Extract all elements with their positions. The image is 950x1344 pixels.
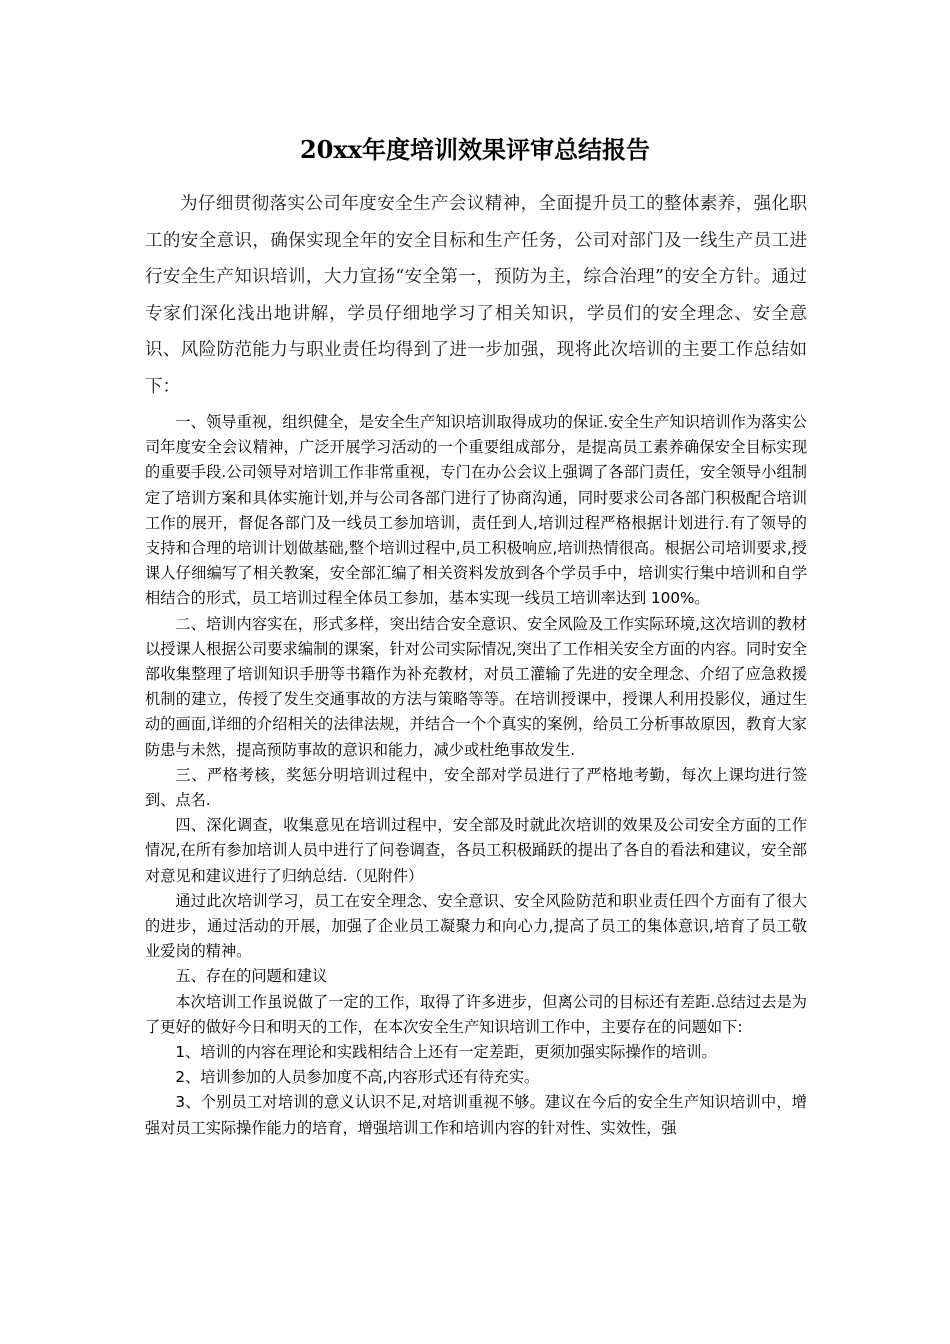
document-body bbox=[145, 410, 807, 1141]
body-paragraph-3: 三、严格考核，奖惩分明培训过程中，安全部对学员进行了严格地考勤，每次上课均进行签到、点名. bbox=[145, 765, 807, 810]
body-paragraph-2: 二、培训内容实在，形式多样，突出结合安全意识、安全风险及工作实际环境,这次培训的教材以授课人根据公司要求编制的课案，针对公司实际情况,突出了工作相关安全方面的内容。同时安全部收集整理了培训知识手册等书籍作为补充教材，对员工灌输了先进的安全理念、介绍了应急救援机制的建立，传授了发生交通事故的方法与策略等等。在培训授课中，授课人利用投影仪，通过生动的画面,详细的介绍相关的法律法规，并结合一个个真实的案例，给员工分析事故原因，教育大家防患与未然，提高预防事故的意识和能力，减少或杜绝事故发生. bbox=[145, 614, 807, 759]
document-title: 20xx年度培训效果评审总结报告 bbox=[299, 135, 650, 164]
body-paragraph-1: 一、领导重视，组织健全，是安全生产知识培训取得成功的保证.安全生产知识培训作为落实公司年度安全会议精神，广泛开展学习活动的一个重要组成部分，是提高员工素养确保安全目标实现的重要手段.公司领导对培训工作非常重视，专门在办公会议上强调了各部门责任，安全领导小组制定了培训方案和具体实施计划,并与公司各部门进行了协商沟通，同时要求公司各部门积极配合培训工作的展开，督促各部门及一线员工参加培训，责任到人,培训过程严格根据计划进行.有了领导的支持和合理的培训计划做基础,整个培训过程中,员工积极响应,培训热情很高。根据公司培训要求,授课人仔细编写了相关教案，安全部汇编了相关资料发放到各个学员手中，培训实行集中培训和自学相结合的形式，员工培训过程全体员工参加，基本实现一线员工培训率达到 100%。 bbox=[145, 413, 807, 608]
body-paragraph-6: 本次培训工作虽说做了一定的工作，取得了许多进步，但离公司的目标还有差距.总结过去是为了更好的做好今日和明天的工作，在本次安全生产知识培训工作中，主要存在的问题如下: bbox=[145, 992, 807, 1036]
body-paragraph-4: 四、深化调查，收集意见在培训过程中，安全部及时就此次培训的效果及公司安全方面的工作情况,在所有参加培训人员中进行了问卷调查，各员工积极踊跃的提出了各自的看法和建议，安全部对意见和建议进行了归纳总结.（见附件） bbox=[145, 816, 807, 885]
problem-item-1: 1、培训的内容在理论和实践相结合上还有一定差距，更须加强实际操作的培训。 bbox=[175, 1043, 717, 1062]
problem-item-3: 3、个别员工对培训的意义认识不足,对培训重视不够。建议在今后的安全生产知识培训中，增强对员工实际操作能力的培育，增强培训工作和培训内容的针对性、实效性，强 bbox=[145, 1093, 807, 1137]
section-heading-problems: 五、存在的问题和建议 bbox=[175, 967, 328, 986]
body-paragraph-5: 通过此次培训学习，员工在安全理念、安全意识、安全风险防范和职业责任四个方面有了很大的进步，通过活动的开展，加强了企业员工凝聚力和向心力,提高了员工的集体意识,培育了员工敬业爱岗的精神。 bbox=[145, 891, 807, 961]
intro-paragraph: 为仔细贯彻落实公司年度安全生产会议精神，全面提升员工的整体素养，强化职工的安全意识，确保实现全年的安全目标和生产任务，公司对部门及一线生产员工进行安全生产知识培训，大力宣扬“安全第一，预防为主，综合治理”的安全方针。通过专家们深化浅出地讲解，学员仔细地学习了相关知识，学员们的安全理念、安全意识、风险防范能力与职业责任均得到了进一步加强，现将此次培训的主要工作总结如下： bbox=[145, 194, 807, 397]
problem-item-2: 2、培训参加的人员参加度不高,内容形式还有待充实。 bbox=[175, 1068, 540, 1087]
